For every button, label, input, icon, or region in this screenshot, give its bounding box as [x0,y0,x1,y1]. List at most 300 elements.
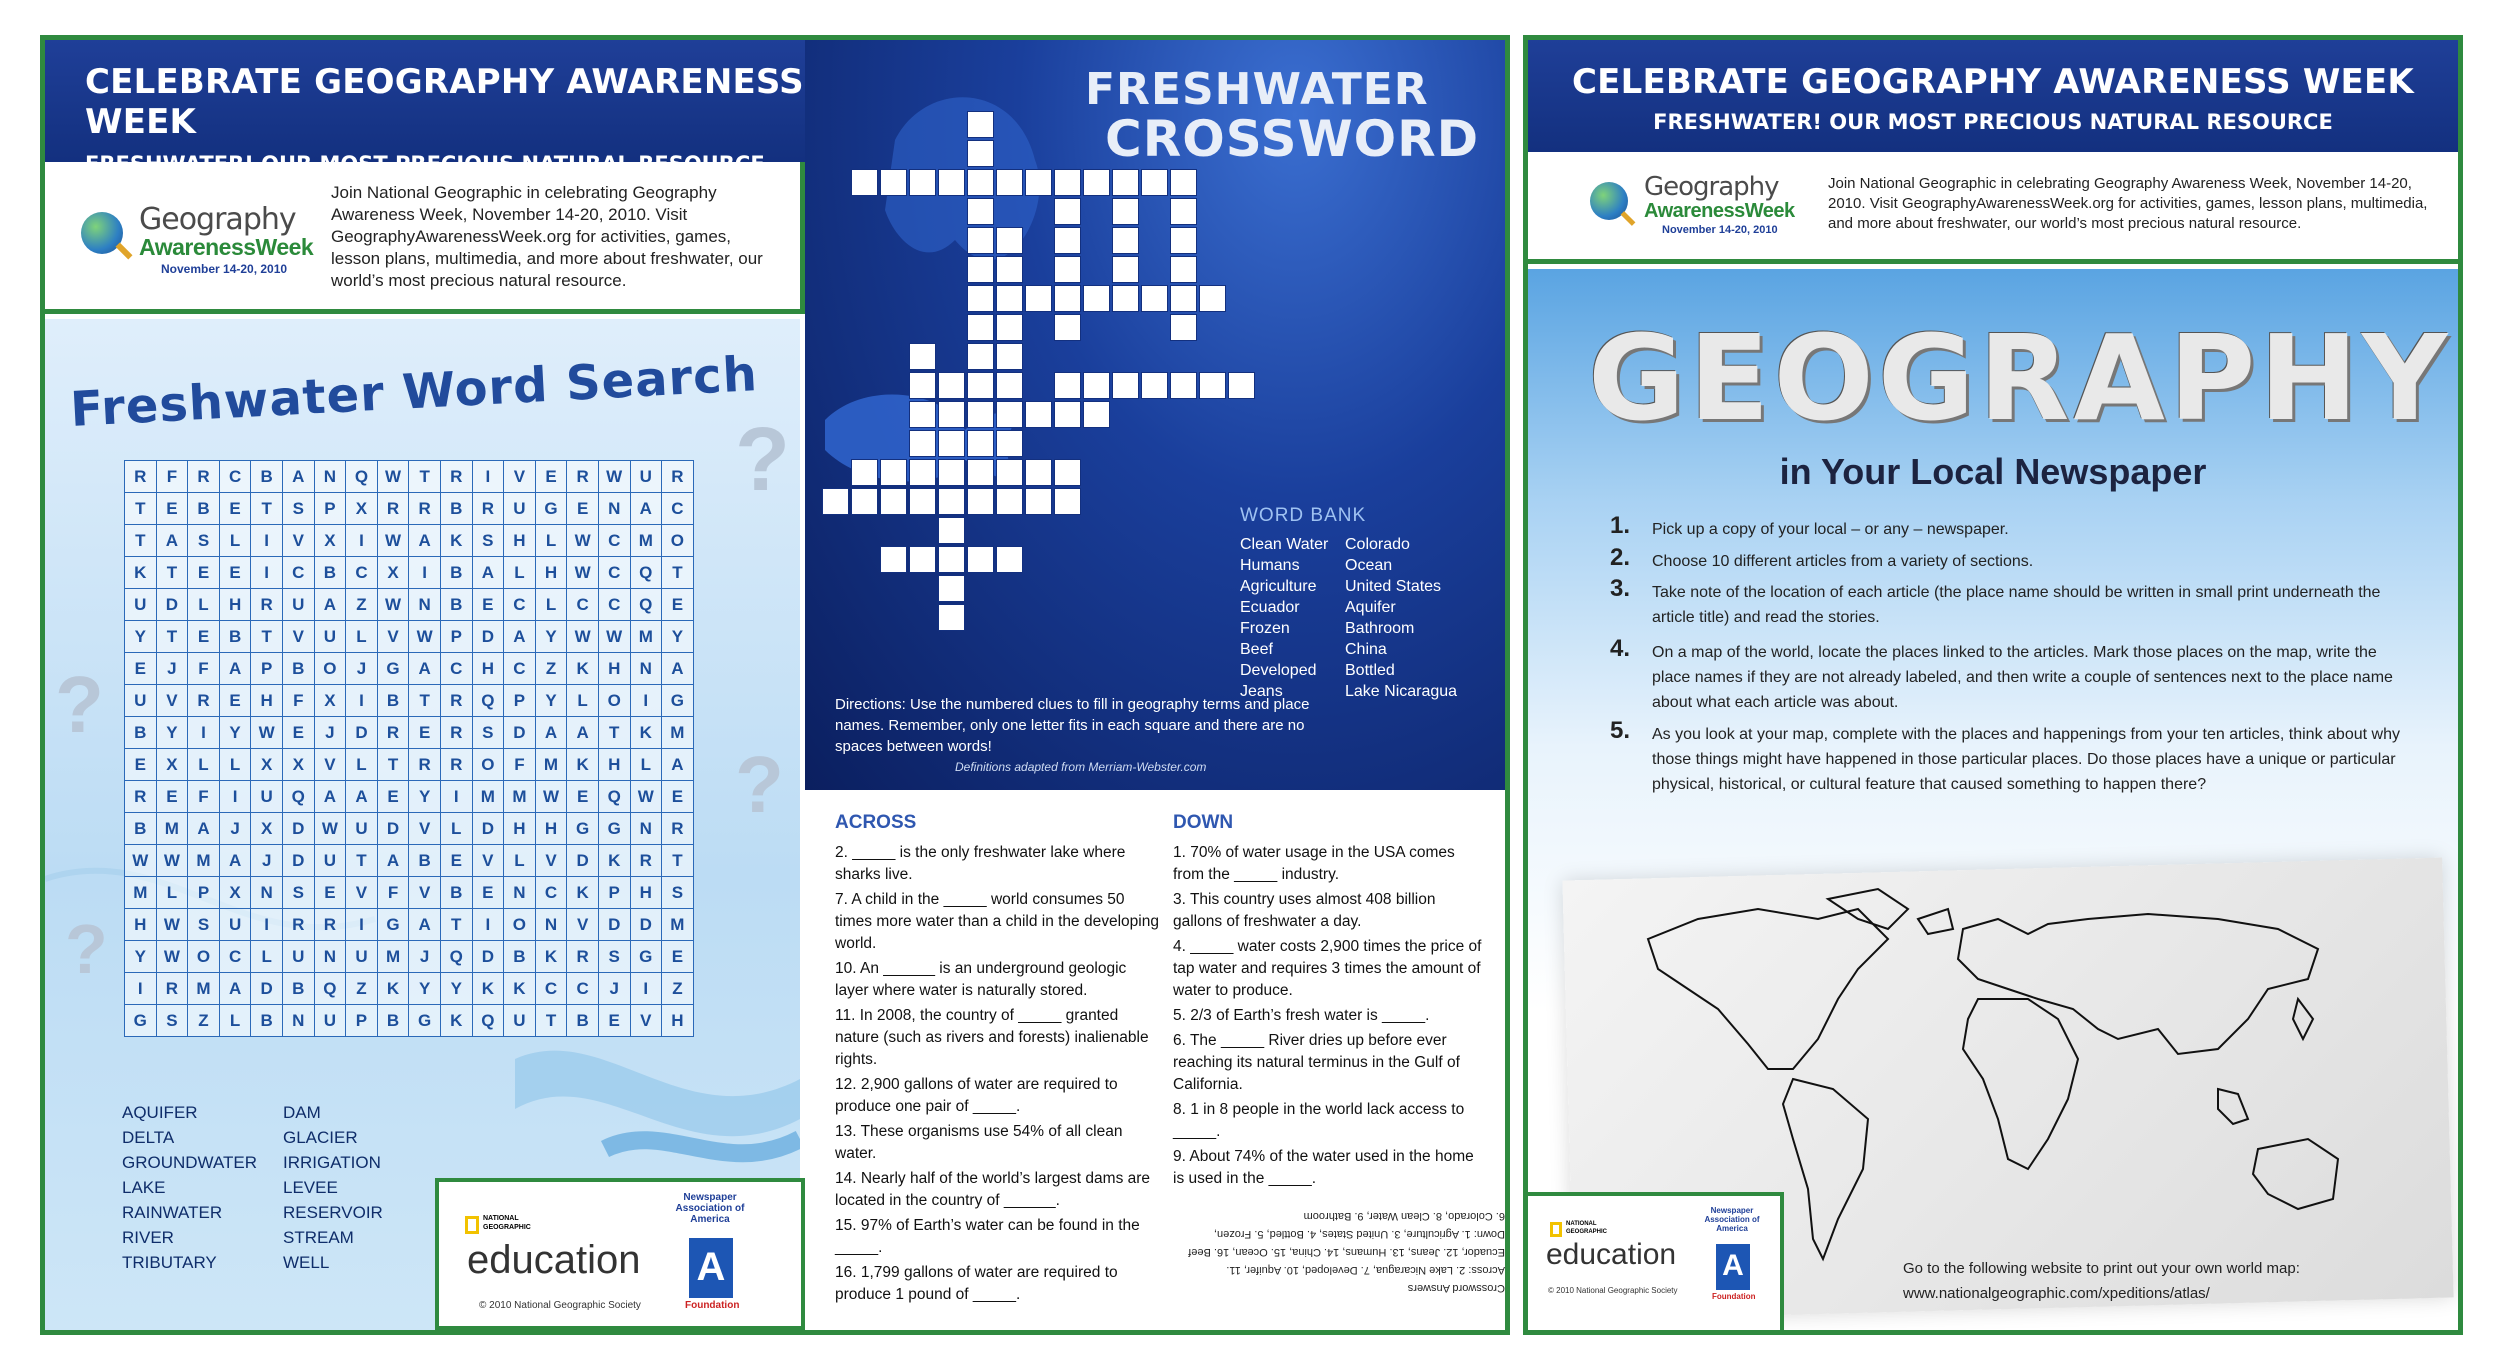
grid-cell[interactable]: Q [440,941,472,973]
grid-cell[interactable]: A [567,717,599,749]
grid-cell[interactable]: V [409,813,441,845]
crossword-cell[interactable] [938,604,965,631]
crossword-cell[interactable] [880,169,907,196]
grid-cell[interactable]: B [440,589,472,621]
grid-cell[interactable]: M [630,525,662,557]
grid-cell[interactable]: R [188,685,220,717]
grid-cell[interactable]: E [219,685,251,717]
grid-cell[interactable]: N [535,909,567,941]
grid-cell[interactable]: L [346,749,378,781]
crossword-cell[interactable] [967,256,994,283]
crossword-cell[interactable] [909,372,936,399]
grid-cell[interactable]: D [346,717,378,749]
crossword-cell[interactable] [1170,198,1197,225]
grid-cell[interactable]: E [662,941,694,973]
crossword-cell[interactable] [938,517,965,544]
grid-cell[interactable]: P [598,877,630,909]
grid-cell[interactable]: R [156,973,188,1005]
crossword-cell[interactable] [1025,401,1052,428]
grid-cell[interactable]: H [219,589,251,621]
grid-cell[interactable]: I [472,461,504,493]
grid-cell[interactable]: V [535,845,567,877]
crossword-cell[interactable] [967,372,994,399]
grid-cell[interactable]: E [219,493,251,525]
grid-cell[interactable]: B [251,1005,283,1037]
grid-cell[interactable]: U [314,1005,346,1037]
grid-cell[interactable]: A [662,749,694,781]
crossword-cell[interactable] [880,546,907,573]
grid-cell[interactable]: B [251,461,283,493]
grid-cell[interactable]: N [282,1005,314,1037]
grid-cell[interactable]: L [219,525,251,557]
grid-cell[interactable]: W [156,909,188,941]
grid-cell[interactable]: N [504,877,536,909]
crossword-cell[interactable] [1054,401,1081,428]
grid-cell[interactable]: F [156,461,188,493]
crossword-cell[interactable] [1199,285,1226,312]
crossword-cell[interactable] [967,140,994,167]
grid-cell[interactable]: Y [125,621,157,653]
grid-cell[interactable]: D [472,941,504,973]
grid-cell[interactable]: L [251,941,283,973]
grid-cell[interactable]: R [377,493,409,525]
grid-cell[interactable]: P [314,493,346,525]
crossword-cell[interactable] [880,488,907,515]
crossword-cell[interactable] [938,169,965,196]
grid-cell[interactable]: N [314,941,346,973]
crossword-cell[interactable] [1025,488,1052,515]
grid-cell[interactable]: T [125,525,157,557]
grid-cell[interactable]: K [440,1005,472,1037]
grid-cell[interactable]: B [125,717,157,749]
grid-cell[interactable]: L [188,589,220,621]
grid-cell[interactable]: Q [346,461,378,493]
grid-cell[interactable]: W [377,525,409,557]
grid-cell[interactable]: H [662,1005,694,1037]
grid-cell[interactable]: X [156,749,188,781]
grid-cell[interactable]: I [251,525,283,557]
grid-cell[interactable]: H [251,685,283,717]
grid-cell[interactable]: O [662,525,694,557]
grid-cell[interactable]: X [219,877,251,909]
grid-cell[interactable]: B [377,685,409,717]
crossword-cell[interactable] [1025,169,1052,196]
grid-cell[interactable]: V [409,877,441,909]
crossword-cell[interactable] [996,227,1023,254]
grid-cell[interactable]: G [377,909,409,941]
grid-cell[interactable]: X [377,557,409,589]
grid-cell[interactable]: W [630,781,662,813]
crossword-cell[interactable] [1025,285,1052,312]
crossword-cell[interactable] [938,546,965,573]
grid-cell[interactable]: C [662,493,694,525]
grid-cell[interactable]: D [598,909,630,941]
grid-cell[interactable]: W [125,845,157,877]
grid-cell[interactable]: S [188,525,220,557]
grid-cell[interactable]: B [314,557,346,589]
grid-cell[interactable]: N [251,877,283,909]
grid-cell[interactable]: S [598,941,630,973]
grid-cell[interactable]: T [346,845,378,877]
grid-cell[interactable]: I [409,557,441,589]
grid-cell[interactable]: W [598,621,630,653]
grid-cell[interactable]: W [567,621,599,653]
grid-cell[interactable]: J [219,813,251,845]
grid-cell[interactable]: T [251,621,283,653]
grid-cell[interactable]: X [314,525,346,557]
grid-cell[interactable]: Q [282,781,314,813]
grid-cell[interactable]: U [314,621,346,653]
crossword-cell[interactable] [851,488,878,515]
grid-cell[interactable]: T [409,685,441,717]
grid-cell[interactable]: N [630,813,662,845]
grid-cell[interactable]: S [156,1005,188,1037]
grid-cell[interactable]: M [630,621,662,653]
grid-cell[interactable]: A [314,589,346,621]
grid-cell[interactable]: E [440,845,472,877]
grid-cell[interactable]: U [251,781,283,813]
crossword-cell[interactable] [996,343,1023,370]
grid-cell[interactable]: Q [472,1005,504,1037]
crossword-cell[interactable] [1054,488,1081,515]
grid-cell[interactable]: G [535,493,567,525]
grid-cell[interactable]: C [219,941,251,973]
grid-cell[interactable]: C [346,557,378,589]
grid-cell[interactable]: C [219,461,251,493]
grid-cell[interactable]: V [472,845,504,877]
grid-cell[interactable]: A [219,653,251,685]
grid-cell[interactable]: M [188,973,220,1005]
grid-cell[interactable]: G [377,653,409,685]
grid-cell[interactable]: W [409,621,441,653]
grid-cell[interactable]: R [282,909,314,941]
crossword-cell[interactable] [996,314,1023,341]
crossword-cell[interactable] [967,343,994,370]
grid-cell[interactable]: V [282,525,314,557]
grid-cell[interactable]: E [409,717,441,749]
crossword-cell[interactable] [1112,285,1139,312]
grid-cell[interactable]: T [377,749,409,781]
grid-cell[interactable]: E [472,589,504,621]
crossword-cell[interactable] [1054,256,1081,283]
grid-cell[interactable]: H [504,525,536,557]
grid-cell[interactable]: I [346,909,378,941]
grid-cell[interactable]: G [125,1005,157,1037]
crossword-cell[interactable] [967,459,994,486]
grid-cell[interactable]: U [314,845,346,877]
grid-cell[interactable]: H [472,653,504,685]
grid-cell[interactable]: J [598,973,630,1005]
grid-cell[interactable]: D [156,589,188,621]
crossword-cell[interactable] [1199,372,1226,399]
grid-cell[interactable]: N [314,461,346,493]
grid-cell[interactable]: Q [314,973,346,1005]
grid-cell[interactable]: M [188,845,220,877]
crossword-cell[interactable] [1083,372,1110,399]
grid-cell[interactable]: E [188,621,220,653]
grid-cell[interactable]: K [504,973,536,1005]
grid-cell[interactable]: H [630,877,662,909]
grid-cell[interactable]: G [409,1005,441,1037]
crossword-cell[interactable] [822,488,849,515]
grid-cell[interactable]: F [377,877,409,909]
grid-cell[interactable]: C [567,589,599,621]
grid-cell[interactable]: I [346,525,378,557]
grid-cell[interactable]: Y [125,941,157,973]
grid-cell[interactable]: A [409,653,441,685]
grid-cell[interactable]: B [440,877,472,909]
grid-cell[interactable]: B [440,557,472,589]
grid-cell[interactable]: B [282,653,314,685]
grid-cell[interactable]: M [156,813,188,845]
grid-cell[interactable]: R [630,845,662,877]
grid-cell[interactable]: A [662,653,694,685]
grid-cell[interactable]: G [630,941,662,973]
grid-cell[interactable]: C [535,877,567,909]
crossword-cell[interactable] [1141,285,1168,312]
grid-cell[interactable]: B [409,845,441,877]
crossword-cell[interactable] [1170,372,1197,399]
grid-cell[interactable]: D [630,909,662,941]
grid-cell[interactable]: W [567,525,599,557]
crossword-cell[interactable] [1083,285,1110,312]
grid-cell[interactable]: L [156,877,188,909]
grid-cell[interactable]: R [409,493,441,525]
crossword-cell[interactable] [909,546,936,573]
grid-cell[interactable]: D [472,621,504,653]
grid-cell[interactable]: X [282,749,314,781]
grid-cell[interactable]: I [219,781,251,813]
grid-cell[interactable]: K [472,973,504,1005]
crossword-cell[interactable] [851,169,878,196]
grid-cell[interactable]: M [377,941,409,973]
grid-cell[interactable]: U [630,461,662,493]
grid-cell[interactable]: I [440,781,472,813]
crossword-cell[interactable] [996,546,1023,573]
grid-cell[interactable]: W [377,589,409,621]
grid-cell[interactable]: W [567,557,599,589]
grid-cell[interactable]: X [251,749,283,781]
crossword-cell[interactable] [1083,401,1110,428]
crossword-cell[interactable] [1170,169,1197,196]
grid-cell[interactable]: V [630,1005,662,1037]
grid-cell[interactable]: K [125,557,157,589]
grid-cell[interactable]: D [377,813,409,845]
crossword-cell[interactable] [996,459,1023,486]
crossword-cell[interactable] [1170,314,1197,341]
crossword-cell[interactable] [1112,372,1139,399]
grid-cell[interactable]: E [125,749,157,781]
grid-cell[interactable]: T [251,493,283,525]
grid-cell[interactable]: H [535,557,567,589]
grid-cell[interactable]: T [598,717,630,749]
grid-cell[interactable]: Y [440,973,472,1005]
crossword-cell[interactable] [909,401,936,428]
grid-cell[interactable]: A [219,973,251,1005]
grid-cell[interactable]: X [314,685,346,717]
grid-cell[interactable]: T [125,493,157,525]
crossword-cell[interactable] [909,169,936,196]
grid-cell[interactable]: I [472,909,504,941]
grid-cell[interactable]: L [188,749,220,781]
grid-cell[interactable]: O [598,685,630,717]
grid-cell[interactable]: E [156,781,188,813]
grid-cell[interactable]: E [662,589,694,621]
grid-cell[interactable]: C [282,557,314,589]
grid-cell[interactable]: K [630,717,662,749]
grid-cell[interactable]: C [535,973,567,1005]
grid-cell[interactable]: P [346,1005,378,1037]
grid-cell[interactable]: X [251,813,283,845]
grid-cell[interactable]: L [504,845,536,877]
grid-cell[interactable]: A [409,909,441,941]
grid-cell[interactable]: E [598,1005,630,1037]
grid-cell[interactable]: J [409,941,441,973]
grid-cell[interactable]: M [504,781,536,813]
grid-cell[interactable]: G [598,813,630,845]
grid-cell[interactable]: L [440,813,472,845]
grid-cell[interactable]: U [125,685,157,717]
crossword-cell[interactable] [1054,169,1081,196]
crossword-cell[interactable] [996,488,1023,515]
grid-cell[interactable]: E [535,461,567,493]
grid-cell[interactable]: C [598,557,630,589]
grid-cell[interactable]: R [251,589,283,621]
grid-cell[interactable]: R [409,749,441,781]
grid-cell[interactable]: H [598,653,630,685]
grid-cell[interactable]: I [188,717,220,749]
grid-cell[interactable]: W [535,781,567,813]
crossword-cell[interactable] [967,227,994,254]
grid-cell[interactable]: R [662,813,694,845]
crossword-cell[interactable] [1228,372,1255,399]
grid-cell[interactable]: U [125,589,157,621]
grid-cell[interactable]: V [314,749,346,781]
grid-cell[interactable]: R [662,461,694,493]
grid-cell[interactable]: K [535,941,567,973]
grid-cell[interactable]: L [346,621,378,653]
grid-cell[interactable]: L [535,589,567,621]
grid-cell[interactable]: T [409,461,441,493]
crossword-cell[interactable] [1141,169,1168,196]
grid-cell[interactable]: D [504,717,536,749]
crossword-cell[interactable] [909,459,936,486]
grid-cell[interactable]: S [472,717,504,749]
crossword-cell[interactable] [996,169,1023,196]
grid-cell[interactable]: A [409,525,441,557]
grid-cell[interactable]: K [598,845,630,877]
grid-cell[interactable]: T [440,909,472,941]
grid-cell[interactable]: S [472,525,504,557]
grid-cell[interactable]: Y [409,781,441,813]
grid-cell[interactable]: E [567,493,599,525]
crossword-cell[interactable] [1025,459,1052,486]
grid-cell[interactable]: W [314,813,346,845]
grid-cell[interactable]: F [188,781,220,813]
crossword-cell[interactable] [938,575,965,602]
grid-cell[interactable]: D [472,813,504,845]
grid-cell[interactable]: L [567,685,599,717]
grid-cell[interactable]: D [282,813,314,845]
crossword-cell[interactable] [967,198,994,225]
grid-cell[interactable]: L [219,1005,251,1037]
grid-cell[interactable]: I [125,973,157,1005]
grid-cell[interactable]: P [188,877,220,909]
crossword-cell[interactable] [1112,256,1139,283]
grid-cell[interactable]: Z [662,973,694,1005]
grid-cell[interactable]: A [504,621,536,653]
grid-cell[interactable]: B [504,941,536,973]
grid-cell[interactable]: V [567,909,599,941]
crossword-cell[interactable] [1054,227,1081,254]
crossword-cell[interactable] [1054,285,1081,312]
crossword-cell[interactable] [1112,227,1139,254]
grid-cell[interactable]: B [282,973,314,1005]
grid-cell[interactable]: M [472,781,504,813]
grid-cell[interactable]: C [504,589,536,621]
grid-cell[interactable]: Y [219,717,251,749]
grid-cell[interactable]: K [567,653,599,685]
grid-cell[interactable]: R [125,461,157,493]
grid-cell[interactable]: U [282,941,314,973]
crossword-cell[interactable] [938,430,965,457]
grid-cell[interactable]: Y [156,717,188,749]
grid-cell[interactable]: R [567,941,599,973]
grid-cell[interactable]: U [346,813,378,845]
grid-cell[interactable]: O [188,941,220,973]
grid-cell[interactable]: Y [409,973,441,1005]
grid-cell[interactable]: N [630,653,662,685]
grid-cell[interactable]: V [377,621,409,653]
crossword-cell[interactable] [1054,372,1081,399]
grid-cell[interactable]: B [377,1005,409,1037]
grid-cell[interactable]: A [535,717,567,749]
grid-cell[interactable]: K [377,973,409,1005]
grid-cell[interactable]: I [346,685,378,717]
grid-cell[interactable]: A [314,781,346,813]
grid-cell[interactable]: A [188,813,220,845]
grid-cell[interactable]: J [251,845,283,877]
grid-cell[interactable]: Q [630,589,662,621]
crossword-cell[interactable] [909,488,936,515]
grid-cell[interactable]: V [504,461,536,493]
grid-cell[interactable]: Q [598,781,630,813]
grid-cell[interactable]: Y [662,621,694,653]
grid-cell[interactable]: E [567,781,599,813]
crossword-cell[interactable] [967,430,994,457]
grid-cell[interactable]: D [567,845,599,877]
grid-cell[interactable]: K [567,749,599,781]
grid-cell[interactable]: M [662,717,694,749]
grid-cell[interactable]: J [346,653,378,685]
grid-cell[interactable]: H [598,749,630,781]
grid-cell[interactable]: R [567,461,599,493]
grid-cell[interactable]: M [535,749,567,781]
grid-cell[interactable]: L [535,525,567,557]
grid-cell[interactable]: E [188,557,220,589]
crossword-cell[interactable] [967,169,994,196]
grid-cell[interactable]: B [219,621,251,653]
grid-cell[interactable]: P [504,685,536,717]
grid-cell[interactable]: E [219,557,251,589]
crossword-cell[interactable] [1054,198,1081,225]
grid-cell[interactable]: F [188,653,220,685]
grid-cell[interactable]: W [377,461,409,493]
grid-cell[interactable]: G [567,813,599,845]
grid-cell[interactable]: B [125,813,157,845]
grid-cell[interactable]: E [282,717,314,749]
crossword-cell[interactable] [1170,285,1197,312]
